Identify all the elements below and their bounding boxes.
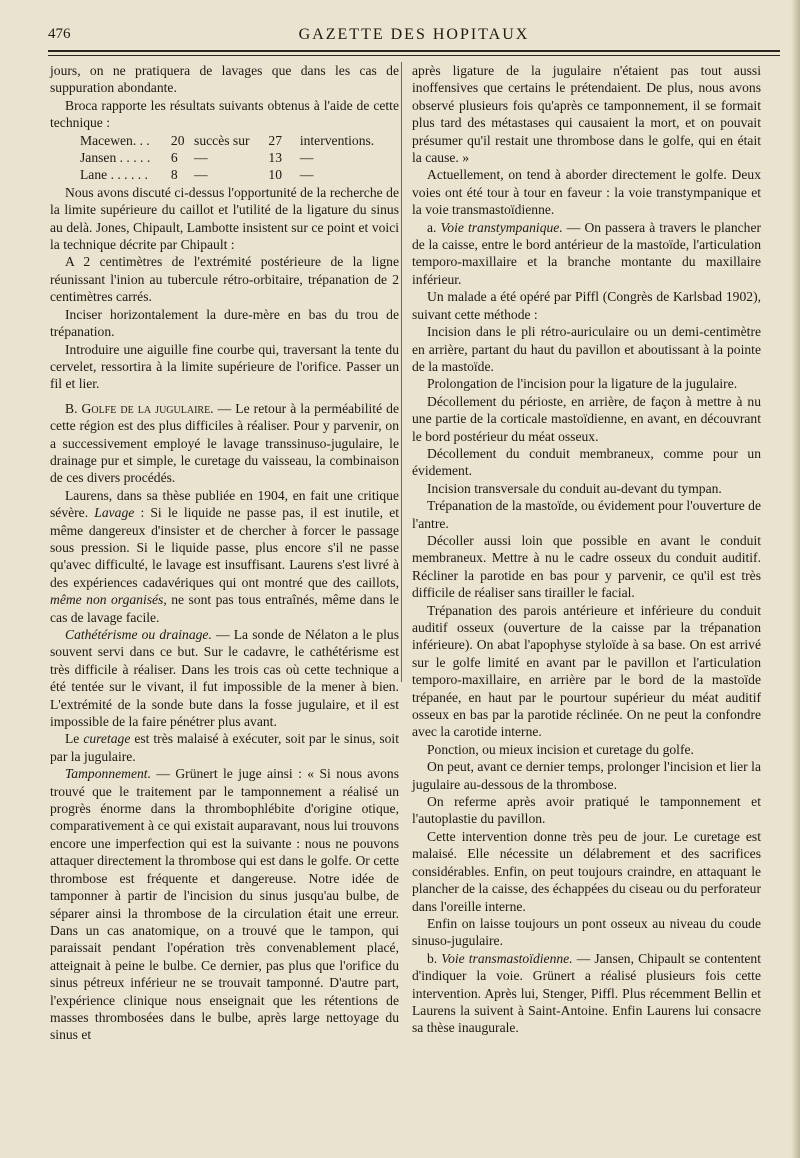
results-row [50,132,399,149]
paragraph [50,400,399,487]
page-number: 476 [48,26,71,42]
paragraph-text: Le [65,731,84,747]
paragraph [412,950,761,1037]
paragraph-text: a. [427,219,441,235]
paragraph: Ponction, ou mieux incision et curetage du golfe. [427,741,694,757]
italic-heading: Voie transtympanique. [440,219,563,235]
paragraph [412,219,761,289]
intervention-count: 10 [268,167,283,183]
paragraph: A 2 centimètres de l'extrémité postérieure de la ligne réunissant l'inion au tubercule rétro-orbitaire, trépanation de 2 centimètres carrés. [50,254,399,305]
row-text: interventions. [299,132,375,148]
row-text: — [194,167,208,183]
journal-title: GAZETTE DES HOPITAUX [298,26,530,43]
row-text: succès sur [194,132,250,148]
paragraph: Inciser horizontalement la dure-mère en bas du trou de trépanation. [50,306,399,340]
paragraph-text: — Jansen, Chipault se contentent d'indiquer la voie. Grünert a réalisé plusieurs fois cette intervention. Après lui, Stenger, Piffl. Plus récemment Bellin et Laurens la suivent à Saint-Antoine. Enfin Laurens lui consacre sa thèse inaugurale. [412,950,762,1036]
paragraph-text: — Grünert le juge ainsi : « Si nous avons trouvé que le traitement par le tamponnement a réalisé un progrès énorme dans la thrombophlébite d'origine otique, comparativement à ce qui existait auparavant, nous lui trouvons encore une imperfection qui est la suivante : nous ne pouvons attaquer directement la thrombose qui est dans le golfe. Or cette thrombose est fréquente et dangereuse. Notre idée de tamponner à partir de l'incision du sinus jusqu'au bulbe, de séparer ainsi la thrombose de la circulation était une erreur. Dans un cas anatomique, on a trouvé que le tampon, qui paraissait pendant l'opération très convenablement placé, atteignait à peine le bulbe. Ce dernier, pas plus que l'orifice du sinus pétreux inférieur ne se trouvait tamponné. D'autre part, l'expérience clinique nous enseignait que les rétentions de masses thrombosées dans le bulbe, après large nettoyage du sinus et [50,766,399,1043]
paragraph-text: , ne sont pas tous entraînés, même dans le cas de lavage facile. [50,592,399,625]
italic-term: Lavage [94,505,135,521]
results-table [50,132,399,184]
surgeon-name: Jansen . . . . . [80,150,151,166]
intervention-count: 27 [268,132,283,148]
paragraph: Incision transversale du conduit au-devant du tympan. [427,480,722,496]
paragraph: Introduire une aiguille fine courbe qui, traversant la tente du cervelet, ressortira à la limite supérieure de l'orifice. Passer un fil et lier. [50,341,399,392]
row-text: — [299,150,314,166]
surgeon-name: Lane . . . . . . [80,167,148,183]
column-divider [401,62,402,682]
paragraph: Décoller aussi loin que possible en avant le conduit membraneux. Mettre à nu le cadre osseux du conduit auditif. Récliner la parotide en bas pour y parvenir, ce qu'il est très difficile de réaliser sans tirailler le facial. [412,532,761,601]
paragraph: Prolongation de l'incision pour la ligature de la jugulaire. [427,376,738,392]
paragraph-text: — On passera à travers le plancher de la caisse, entre le bord antérieur de la mastoïde, l'articulation temporo-maxillaire et la branche montante du maxillaire inférieur. [412,219,762,287]
paragraph [50,765,399,1044]
paragraph: Décollement du conduit membraneux, comme pour un évidement. [412,445,761,479]
paragraph: Broca rapporte les résultats suivants obtenus à l'aide de cette technique : [50,97,399,131]
results-row [50,166,399,183]
paragraph: Enfin on laisse toujours un pont osseux au niveau du coude sinuso-jugulaire. [412,915,761,949]
surgeon-name: Macewen. . . [80,132,150,148]
paragraph: Actuellement, on tend à aborder directement le golfe. Deux voies ont été tour à tour en faveur : la voie transtympanique et la voie transmastoïdienne. [412,167,761,218]
italic-heading: Cathétérisme ou drainage. [65,627,212,642]
page-edge-shadow [791,0,800,1158]
success-count: 6 [170,150,178,166]
paragraph: après ligature de la jugulaire n'étaient pas tout aussi inoffensives que certains le prétendaient. De plus, nous avons observé plusieurs fois qu'après ce tamponnement, il se formait plus tard des métastases qui causaient la mort, et on pouvait présumer qu'il restait une thrombose dans le golfe, qui en était la cause. » [412,63,761,166]
header-rule-thin [48,55,780,56]
paragraph [50,730,399,765]
paragraph: On peut, avant ce dernier temps, prolonger l'incision et lier la jugulaire au-dessous de la thrombose. [412,759,761,792]
paragraph: Un malade a été opéré par Piffl (Congrès de Karlsbad 1902), suivant cette méthode : [412,289,761,322]
paragraph: Cette intervention donne très peu de jour. Le curetage est malaisé. Elle nécessite un délabrement et des sacrifices considérables. Enfin, on peut toujours craindre, en attaquant le plancher de la caisse, des échappées du ciseau ou du perforateur dans l'oreille interne. [412,828,761,914]
paragraph-text: — La sonde de Nélaton a le plus souvent servi dans ce but. Sur le cadavre, le cathétérisme est très difficile à réaliser. Dans les trois cas où cette technique a été tentée sur le vivant, il fut impossible de la mener à bien. L'extrémité de la sonde bute dans la fosse jugulaire, et il est impossible de la faire pénétrer plus avant. [50,627,399,730]
italic-heading: Voie transmastoïdienne. [441,950,573,966]
paragraph: Trépanation de la mastoïde, ou évidement pour l'ouverture de l'antre. [412,498,761,531]
paragraph: Nous avons discuté ci-dessus l'opportunité de la recherche de la limite supérieure du caillot et l'utilité de la ligature du sinus au delà. Jones, Chipault, Lambotte insistent sur ce point et voici la technique décrite par Chipault : [50,184,399,253]
paragraph-text: b. [427,950,442,966]
italic-term: curetage [83,731,131,747]
intervention-count: 13 [268,150,283,166]
left-column [50,62,399,1044]
paragraph: Trépanation des parois antérieure et inférieure du conduit auditif osseux (ouverture de la caisse par la trépanation inférieure). On abat l'apophyse styloïde à sa base. On est arrivé sur le golfe limité en avant par le pavillon et l'articulation temporo-maxillaire, en arrière par le bord de la mastoïde trépanée, en haut par le pourtour supérieur du méat auditif osseux en bas par la parotide réclinée. On ne peut la confondre avec la carotide interne. [412,602,761,740]
page-header [48,26,780,48]
header-rule-thick [48,50,780,52]
paragraph [50,487,399,626]
row-text: — [299,167,314,183]
paragraph-text: : Si le liquide ne passe pas, il est inutile, et même dangereux d'insister et de chercher à forcer le passage sous pression. Si le liquide passe, plus encore s'il ne passe qu'avec difficulté, le lavage est insuffisant. Laurens s'est livré à des expériences cadavériques qui ont montré que des caillots, [50,505,399,590]
section-heading: B. Golfe de la jugulaire. [65,400,214,416]
paragraph-text: — Le retour à la perméabilité de cette région est des plus difficiles à réaliser. Pour y parvenir, on a successivement employé le lavage transsinuso-jugulaire, le drainage pur et simple, le curetage du vaisseau, la combinaison de ces divers procédés. [50,400,399,486]
paragraph: jours, on ne pratiquera de lavages que dans les cas de suppuration abondante. [50,63,399,96]
paragraph: Incision dans le pli rétro-auriculaire ou un demi-centimètre en arrière, partant du haut du pavillon et aboutissant à la pointe de la mastoïde. [412,324,761,374]
paragraph: Décollement du périoste, en arrière, de façon à mettre à nu une partie de la corticale mastoïdienne, en avant, en découvrant le bord postérieur du méat osseux. [412,393,761,444]
results-row [50,149,399,166]
paragraph [50,626,399,730]
paragraph: On referme après avoir pratiqué le tamponnement et l'autoplastie du pavillon. [412,794,761,827]
paragraph-text: est très malaisé à exécuter, soit par le sinus, soit par la jugulaire. [50,731,399,764]
row-text: — [194,150,208,166]
success-count: 20 [170,132,185,148]
right-column [412,62,761,1037]
paragraph-text: Laurens, dans sa thèse publiée en 1904, en fait une critique sévère. [50,487,399,521]
italic-heading: Tamponnement. [65,766,151,782]
success-count: 8 [170,167,178,183]
italic-term: même non organisés [50,592,164,608]
